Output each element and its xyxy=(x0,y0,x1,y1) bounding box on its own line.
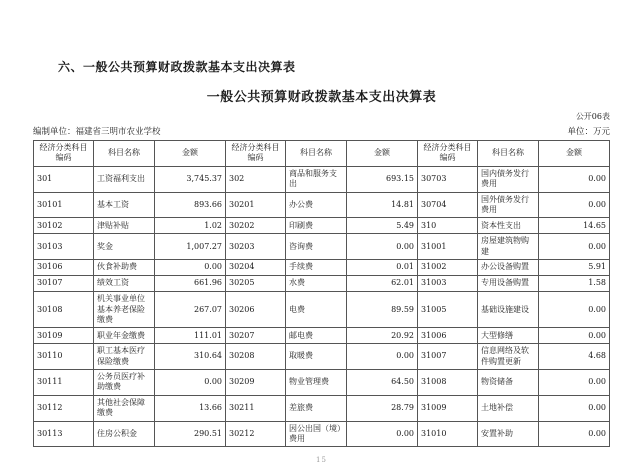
subject-name-cell: 国外债务发行费用 xyxy=(478,192,539,218)
column-header-amount: 金额 xyxy=(155,141,226,167)
amount-cell: 0.00 xyxy=(539,328,610,344)
subject-code-cell: 30111 xyxy=(34,370,94,396)
table-row xyxy=(34,276,610,292)
page-number: 15 xyxy=(316,456,327,465)
subject-name-cell: 基本工资 xyxy=(94,192,155,218)
subject-code-cell: 31010 xyxy=(418,421,478,447)
subject-code-cell: 31002 xyxy=(418,260,478,276)
amount-cell: 20.92 xyxy=(347,328,418,344)
amount-cell: 0.00 xyxy=(539,166,610,192)
subject-name-cell: 职工基本医疗保险缴费 xyxy=(94,344,155,370)
subject-name-cell: 绩效工资 xyxy=(94,276,155,292)
subject-code-cell: 31009 xyxy=(418,395,478,421)
table-row xyxy=(34,328,610,344)
column-header-subject: 科目名称 xyxy=(478,141,539,167)
subject-name-cell: 津贴补贴 xyxy=(94,218,155,234)
subject-code-cell: 30110 xyxy=(34,344,94,370)
table-row xyxy=(34,234,610,260)
subject-code-cell: 30102 xyxy=(34,218,94,234)
amount-cell: 0.00 xyxy=(347,344,418,370)
subject-code-cell: 30103 xyxy=(34,234,94,260)
table-row xyxy=(34,192,610,218)
preparing-unit-label: 编制单位：福建省三明市农业学校 xyxy=(33,127,161,137)
column-header-amount: 金额 xyxy=(539,141,610,167)
column-header-code: 经济分类科目编码 xyxy=(34,141,94,167)
subject-code-cell: 30201 xyxy=(226,192,286,218)
subject-code-cell: 310 xyxy=(418,218,478,234)
subject-name-cell: 差旅费 xyxy=(286,395,347,421)
subject-name-cell: 伙食补助费 xyxy=(94,260,155,276)
subject-name-cell: 职业年金缴费 xyxy=(94,328,155,344)
subject-name-cell: 专用设备购置 xyxy=(478,276,539,292)
subject-name-cell: 公务员医疗补助缴费 xyxy=(94,370,155,396)
subject-name-cell: 商品和服务支出 xyxy=(286,166,347,192)
subject-code-cell: 30107 xyxy=(34,276,94,292)
subject-code-cell: 30207 xyxy=(226,328,286,344)
column-header-subject: 科目名称 xyxy=(286,141,347,167)
amount-cell: 893.66 xyxy=(155,192,226,218)
subject-name-cell: 物资储备 xyxy=(478,370,539,396)
amount-cell: 661.96 xyxy=(155,276,226,292)
table-row xyxy=(34,395,610,421)
subject-code-cell: 30205 xyxy=(226,276,286,292)
subject-code-cell: 31006 xyxy=(418,328,478,344)
table-row xyxy=(34,421,610,447)
amount-cell: 1.02 xyxy=(155,218,226,234)
amount-cell: 4.68 xyxy=(539,344,610,370)
subject-name-cell: 办公费 xyxy=(286,192,347,218)
subject-code-cell: 30208 xyxy=(226,344,286,370)
subject-name-cell: 安置补助 xyxy=(478,421,539,447)
subject-name-cell: 电费 xyxy=(286,292,347,328)
subject-code-cell: 31001 xyxy=(418,234,478,260)
amount-cell: 0.00 xyxy=(539,292,610,328)
table-row xyxy=(34,370,610,396)
table-row xyxy=(34,344,610,370)
subject-code-cell: 30108 xyxy=(34,292,94,328)
unit-of-measure-label: 单位：万元 xyxy=(567,127,610,137)
amount-cell: 0.00 xyxy=(347,421,418,447)
table-header-row xyxy=(34,141,610,167)
subject-code-cell: 30704 xyxy=(418,192,478,218)
amount-cell: 62.01 xyxy=(347,276,418,292)
subject-code-cell: 30206 xyxy=(226,292,286,328)
subject-code-cell: 30106 xyxy=(34,260,94,276)
subject-code-cell: 30211 xyxy=(226,395,286,421)
subject-code-cell: 31007 xyxy=(418,344,478,370)
subject-name-cell: 印刷费 xyxy=(286,218,347,234)
subject-code-cell: 31008 xyxy=(418,370,478,396)
column-header-code: 经济分类科目编码 xyxy=(226,141,286,167)
table-body xyxy=(34,166,610,447)
amount-cell: 1,007.27 xyxy=(155,234,226,260)
subject-code-cell: 30109 xyxy=(34,328,94,344)
subject-name-cell: 信息网络及软件购置更新 xyxy=(478,344,539,370)
subject-code-cell: 30202 xyxy=(226,218,286,234)
subject-code-cell: 301 xyxy=(34,166,94,192)
subject-name-cell: 机关事业单位基本养老保险缴费 xyxy=(94,292,155,328)
subject-code-cell: 30209 xyxy=(226,370,286,396)
amount-cell: 28.79 xyxy=(347,395,418,421)
table-row xyxy=(34,292,610,328)
page-content xyxy=(33,58,610,464)
amount-cell: 310.64 xyxy=(155,344,226,370)
amount-cell: 111.01 xyxy=(155,328,226,344)
amount-cell: 89.59 xyxy=(347,292,418,328)
subject-code-cell: 30101 xyxy=(34,192,94,218)
subject-name-cell: 奖金 xyxy=(94,234,155,260)
subject-code-cell: 302 xyxy=(226,166,286,192)
subject-name-cell: 大型修缮 xyxy=(478,328,539,344)
subject-name-cell: 工资福利支出 xyxy=(94,166,155,192)
table-title: 一般公共预算财政拨款基本支出决算表 xyxy=(206,90,437,105)
subject-name-cell: 土地补偿 xyxy=(478,395,539,421)
subject-name-cell: 水费 xyxy=(286,276,347,292)
amount-cell: 0.01 xyxy=(347,260,418,276)
form-number-label: 公开06表 xyxy=(575,112,610,121)
subject-name-cell: 办公设备购置 xyxy=(478,260,539,276)
subject-code-cell: 30212 xyxy=(226,421,286,447)
subject-name-cell: 物业管理费 xyxy=(286,370,347,396)
amount-cell: 0.00 xyxy=(155,370,226,396)
amount-cell: 0.00 xyxy=(539,370,610,396)
column-header-subject: 科目名称 xyxy=(94,141,155,167)
subject-name-cell: 基础设施建设 xyxy=(478,292,539,328)
amount-cell: 0.00 xyxy=(539,234,610,260)
subject-name-cell: 邮电费 xyxy=(286,328,347,344)
amount-cell: 0.00 xyxy=(539,192,610,218)
amount-cell: 0.00 xyxy=(539,395,610,421)
subject-code-cell: 30204 xyxy=(226,260,286,276)
subject-name-cell: 咨询费 xyxy=(286,234,347,260)
amount-cell: 1.58 xyxy=(539,276,610,292)
table-header xyxy=(34,141,610,167)
subject-name-cell: 国内债务发行费用 xyxy=(478,166,539,192)
subject-code-cell: 30112 xyxy=(34,395,94,421)
amount-cell: 0.00 xyxy=(155,260,226,276)
subject-name-cell: 其他社会保障缴费 xyxy=(94,395,155,421)
column-header-code: 经济分类科目编码 xyxy=(418,141,478,167)
subject-name-cell: 住房公积金 xyxy=(94,421,155,447)
subject-code-cell: 30113 xyxy=(34,421,94,447)
amount-cell: 0.00 xyxy=(539,421,610,447)
subject-code-cell: 31005 xyxy=(418,292,478,328)
table-row xyxy=(34,166,610,192)
column-header-amount: 金额 xyxy=(347,141,418,167)
subject-name-cell: 手续费 xyxy=(286,260,347,276)
amount-cell: 13.66 xyxy=(155,395,226,421)
amount-cell: 5.91 xyxy=(539,260,610,276)
subject-name-cell: 房屋建筑物购建 xyxy=(478,234,539,260)
subject-code-cell: 30203 xyxy=(226,234,286,260)
amount-cell: 290.51 xyxy=(155,421,226,447)
subject-name-cell: 因公出国（境）费用 xyxy=(286,421,347,447)
amount-cell: 5.49 xyxy=(347,218,418,234)
basic-expenditure-table xyxy=(33,140,610,447)
table-row xyxy=(34,260,610,276)
amount-cell: 14.65 xyxy=(539,218,610,234)
section-title: 六、一般公共预算财政拨款基本支出决算表 xyxy=(58,60,296,74)
table-row xyxy=(34,218,610,234)
table-meta-row xyxy=(33,125,610,137)
amount-cell: 3,745.37 xyxy=(155,166,226,192)
subject-code-cell: 31003 xyxy=(418,276,478,292)
amount-cell: 64.50 xyxy=(347,370,418,396)
amount-cell: 0.00 xyxy=(347,234,418,260)
subject-code-cell: 30703 xyxy=(418,166,478,192)
amount-cell: 693.15 xyxy=(347,166,418,192)
amount-cell: 14.81 xyxy=(347,192,418,218)
subject-name-cell: 资本性支出 xyxy=(478,218,539,234)
amount-cell: 267.07 xyxy=(155,292,226,328)
subject-name-cell: 取暖费 xyxy=(286,344,347,370)
